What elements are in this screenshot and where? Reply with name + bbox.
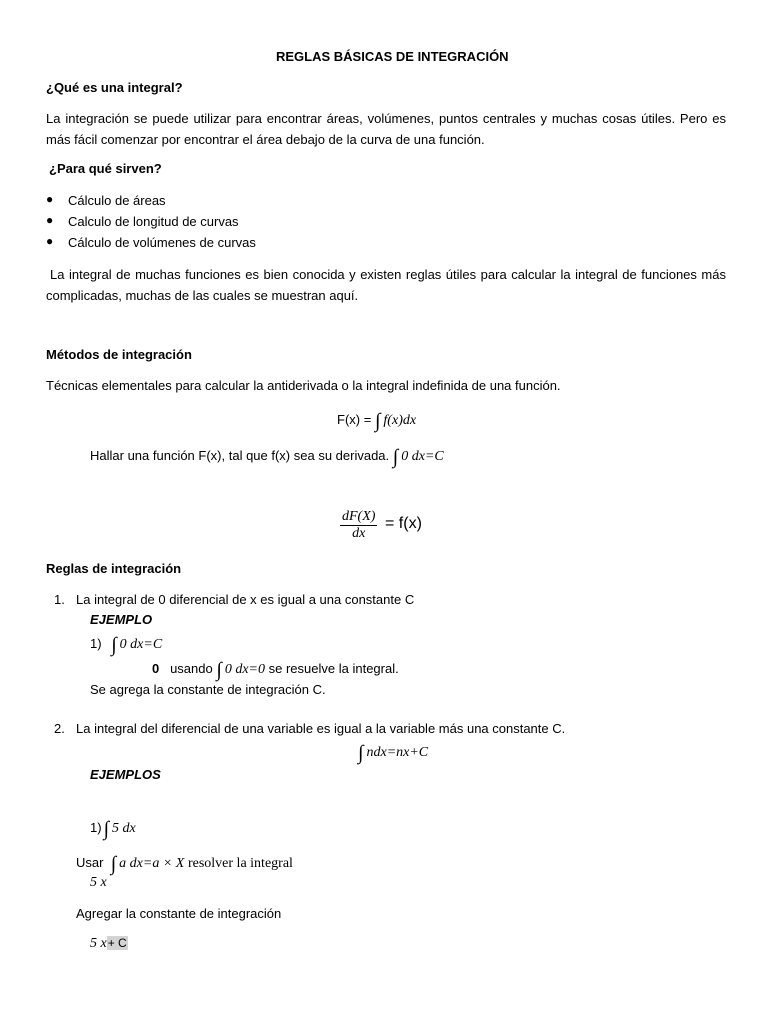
rule-2-example-1: 1) ∫ 5 dx [90, 818, 136, 840]
rules-heading: Reglas de integración [46, 561, 182, 576]
rule-1-number: 1. [54, 592, 65, 607]
derivative-fraction: $\frac{dF(X)}{dx}$ [342, 509, 376, 541]
rule-2-formula: ∫ ndx=nx+C [358, 742, 429, 764]
rule-1-text: La integral de 0 diferencial de x es igual a una constante C [76, 592, 415, 607]
rule-2-example-label: EJEMPLOS [90, 767, 161, 782]
integral-symbol: ∫ [374, 410, 381, 432]
rule-1-example-1: 1) ∫ 0 dx=C [90, 634, 163, 656]
rule-2-add-constant: Agregar la constante de integración [76, 906, 282, 921]
rule-2-usar-line: Usar ∫ a dx=a × X resolver la integral [76, 853, 293, 875]
rule-2-result-1: 5 x [90, 875, 107, 890]
formula-antiderivative: F(x) = ∫ f(x)dx [337, 410, 417, 432]
derivative-rhs: = f(x) [385, 515, 422, 532]
page-title: REGLAS BÁSICAS DE INTEGRACIÓN [276, 49, 509, 64]
integral-symbol: ∫ [216, 659, 222, 681]
rule-2-number: 2. [54, 721, 65, 736]
integral-symbol: ∫ [111, 634, 117, 656]
highlighted-constant: + C [107, 936, 127, 950]
rule-2-text: La integral del diferencial de una variable es igual a la variable más una constante C. [76, 721, 566, 736]
rules-intro-paragraph: La integral de muchas funciones es bien conocida y existen reglas útiles para calcular la integral de funciones más complicadas, muchas de las cuales se muestran aquí. [46, 267, 726, 303]
rule-1-add-constant: Se agrega la constante de integración C. [90, 682, 326, 697]
integral-symbol: ∫ [110, 853, 117, 875]
rule-1-example-label: EJEMPLO [90, 612, 153, 627]
methods-text: Técnicas elementales para calcular la antiderivada o la integral indefinida de una función. [46, 378, 561, 393]
question-heading-2: ¿Para qué sirven? [49, 161, 162, 176]
question-heading-1: ¿Qué es una integral? [46, 80, 183, 95]
bullet-icon: ● [46, 213, 54, 227]
hallar-line: Hallar una función F(x), tal que f(x) sea su derivada. ∫ 0 dx=C [90, 446, 444, 468]
rule-2-result-2: 5 x+ C [90, 936, 127, 951]
rule-1-step: 0 usando ∫ 0 dx=0 se resuelve la integral. [152, 659, 399, 681]
bullet-icon: ● [46, 234, 54, 248]
intro-paragraph: La integración se puede utilizar para encontrar áreas, volúmenes, puntos centrales y muchas cosas útiles. Pero es más fácil comenzar por encontrar el área debajo de la curva de una función. [46, 111, 726, 147]
methods-heading: Métodos de integración [46, 347, 192, 362]
integral-symbol: ∫ [103, 818, 110, 840]
integral-symbol: ∫ [358, 742, 364, 764]
bullet-icon: ● [46, 192, 54, 206]
integral-symbol: ∫ [392, 446, 399, 468]
